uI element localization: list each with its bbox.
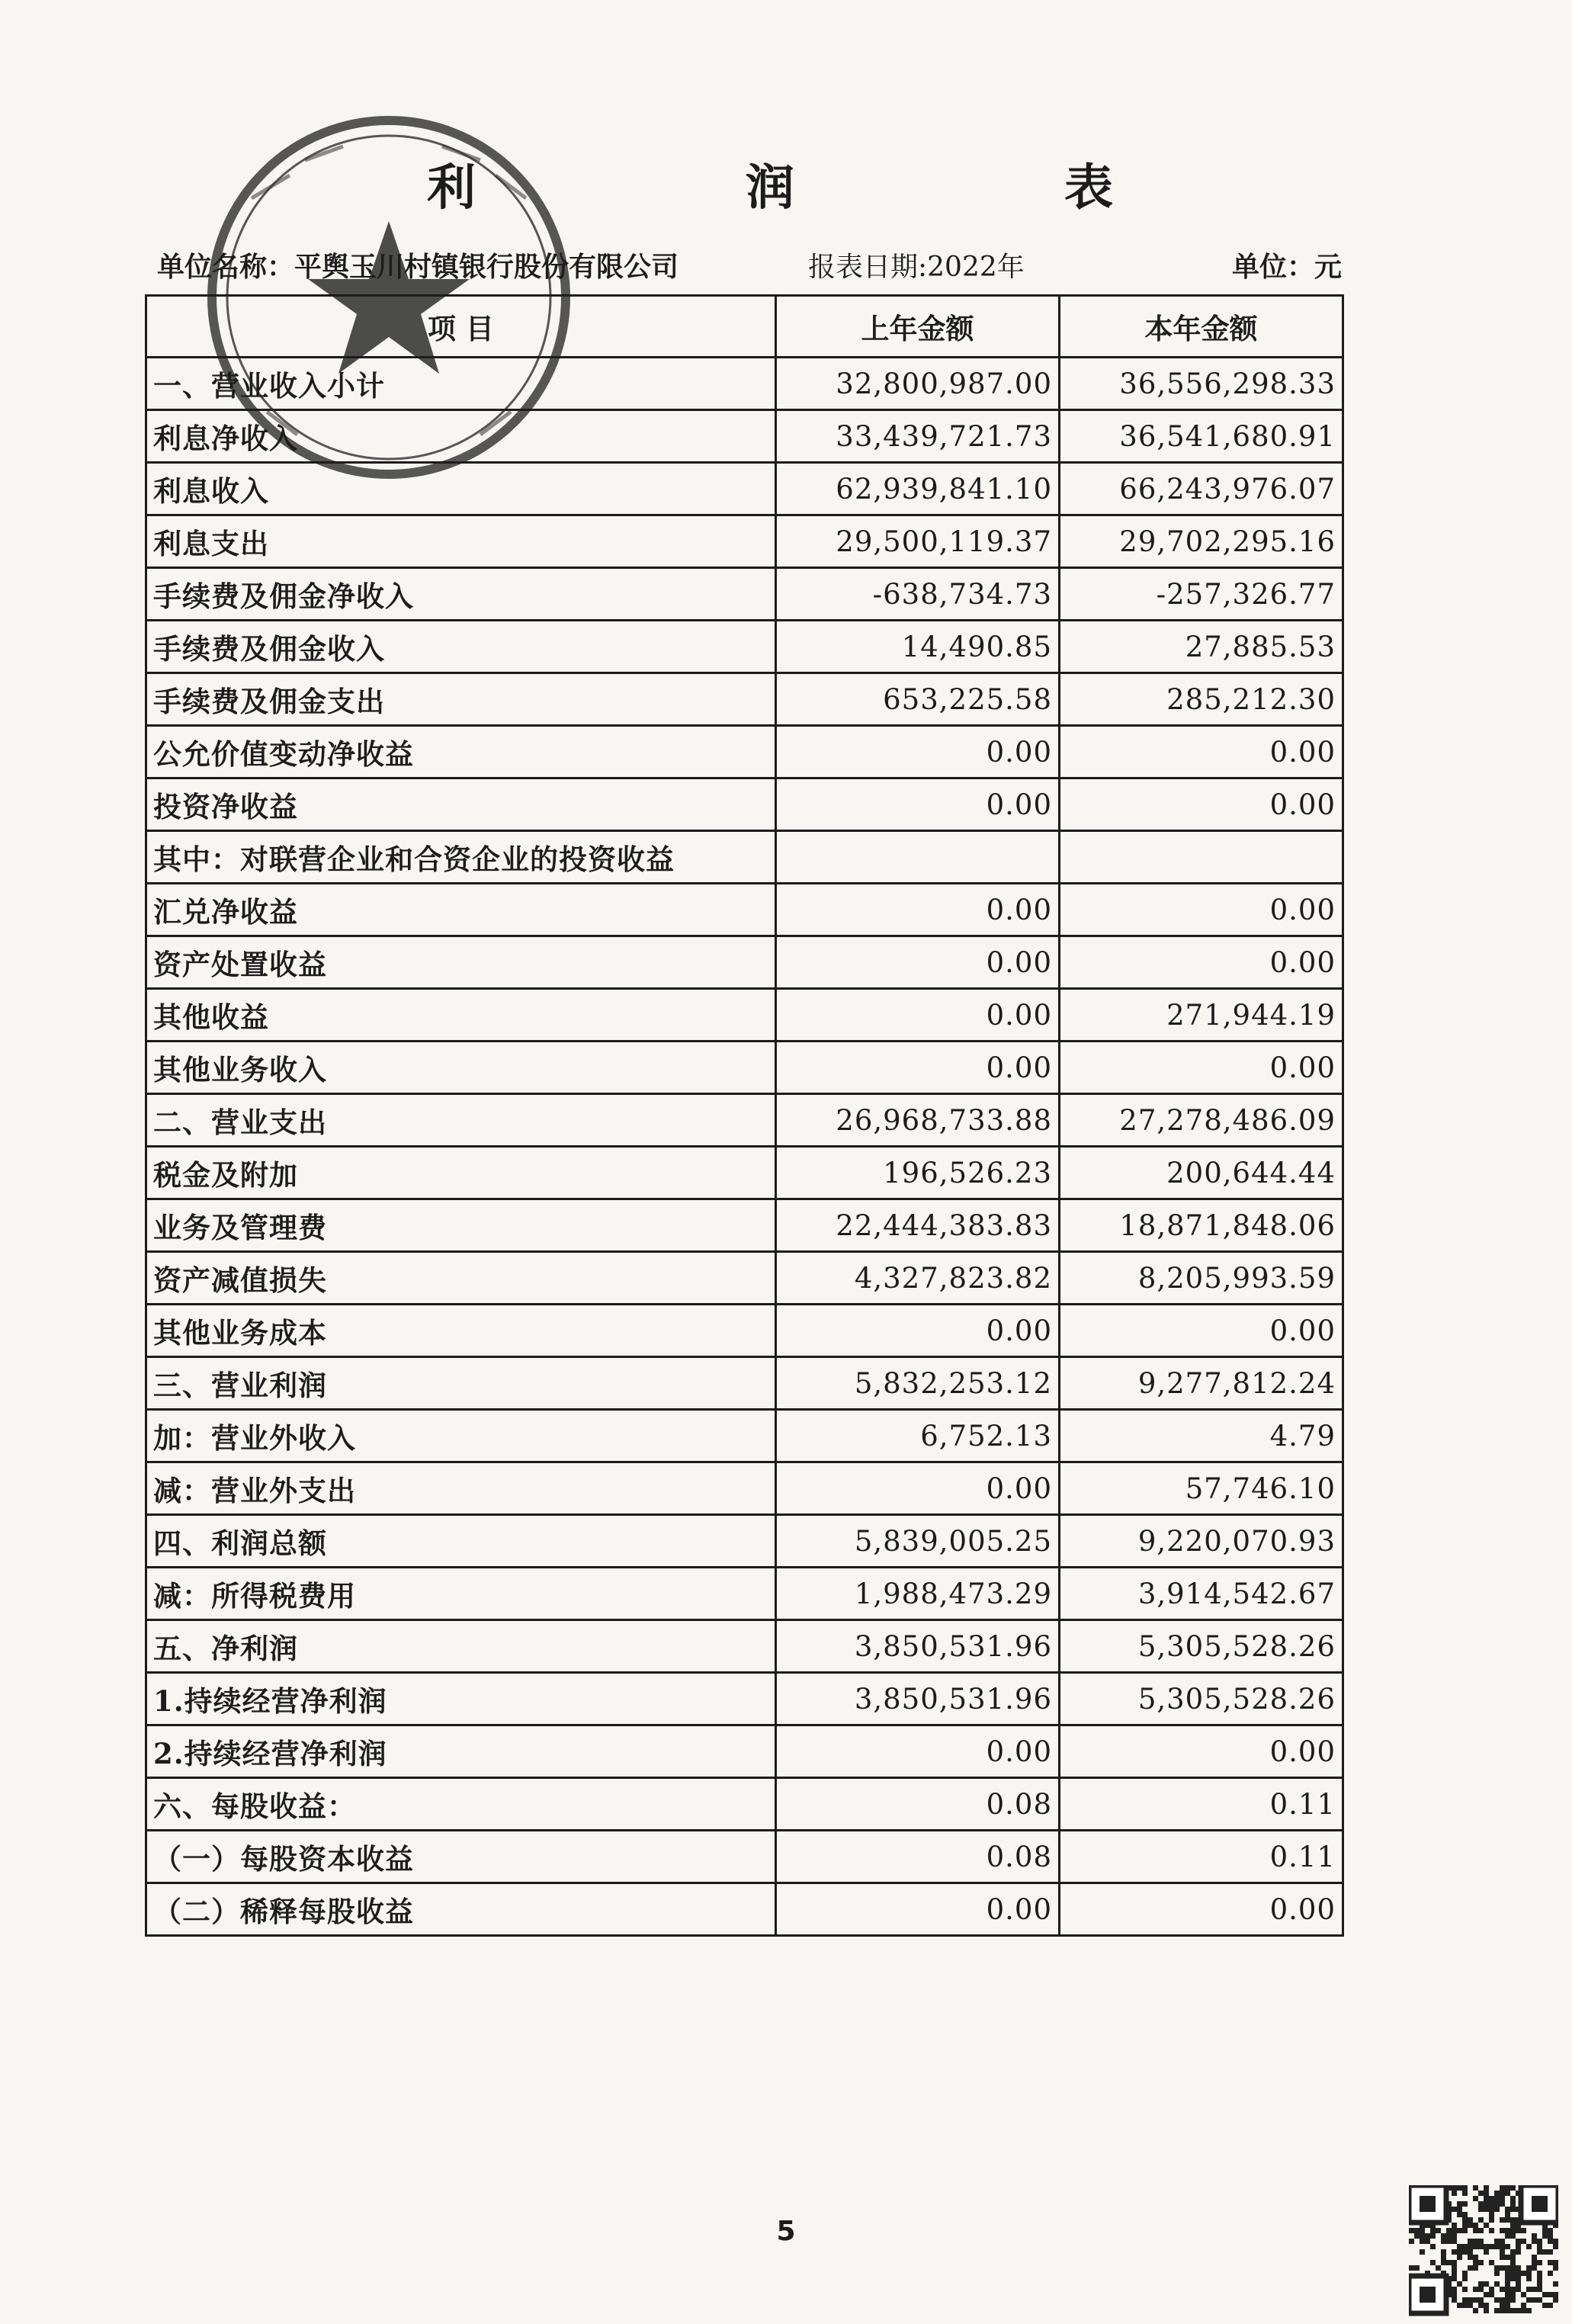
table-row	[146, 1094, 1343, 1147]
row-current-amount: 5,305,528.26	[1060, 1673, 1343, 1725]
row-current-amount: 57,746.10	[1060, 1462, 1343, 1515]
row-item-label: 一、营业收入小计	[146, 358, 776, 410]
row-prior-amount: 0.00	[776, 778, 1060, 831]
row-current-amount: 36,541,680.91	[1060, 410, 1343, 463]
row-item-label: 减：所得税费用	[146, 1568, 776, 1620]
row-prior-amount: -638,734.73	[776, 568, 1060, 621]
row-current-amount: 0.00	[1060, 778, 1343, 831]
table-row	[146, 1883, 1343, 1936]
row-current-amount: 66,243,976.07	[1060, 463, 1343, 515]
row-current-amount: 9,220,070.93	[1060, 1515, 1343, 1568]
row-current-amount: 3,914,542.67	[1060, 1568, 1343, 1620]
row-current-amount	[1060, 831, 1343, 884]
table-row	[146, 410, 1343, 463]
row-item-label: 资产减值损失	[146, 1252, 776, 1305]
row-prior-amount: 32,800,987.00	[776, 358, 1060, 410]
table-row	[146, 726, 1343, 778]
row-prior-amount: 0.00	[776, 726, 1060, 778]
row-current-amount: 0.11	[1060, 1831, 1343, 1883]
row-item-label: 业务及管理费	[146, 1199, 776, 1252]
table-row	[146, 989, 1343, 1042]
table-row	[146, 673, 1343, 726]
row-prior-amount: 29,500,119.37	[776, 515, 1060, 568]
row-prior-amount: 0.00	[776, 884, 1060, 936]
table-row	[146, 1357, 1343, 1410]
row-item-label: 手续费及佣金支出	[146, 673, 776, 726]
row-item-label: 其他业务收入	[146, 1042, 776, 1094]
row-item-label: （一）每股资本收益	[146, 1831, 776, 1883]
table-row	[146, 621, 1343, 673]
row-item-label: 手续费及佣金收入	[146, 621, 776, 673]
row-current-amount: 9,277,812.24	[1060, 1357, 1343, 1410]
row-item-label: 二、营业支出	[146, 1094, 776, 1147]
row-prior-amount: 62,939,841.10	[776, 463, 1060, 515]
row-prior-amount: 5,832,253.12	[776, 1357, 1060, 1410]
table-row	[146, 1252, 1343, 1305]
row-prior-amount: 0.00	[776, 989, 1060, 1042]
table-row	[146, 1831, 1343, 1883]
row-current-amount: 0.00	[1060, 936, 1343, 989]
row-prior-amount: 0.08	[776, 1831, 1060, 1883]
row-item-label: 加：营业外收入	[146, 1410, 776, 1462]
row-prior-amount: 26,968,733.88	[776, 1094, 1060, 1147]
qr-code	[1409, 2185, 1558, 2318]
row-prior-amount: 0.00	[776, 1883, 1060, 1936]
table-row	[146, 1568, 1343, 1620]
row-prior-amount: 3,850,531.96	[776, 1673, 1060, 1725]
row-current-amount: 0.00	[1060, 1305, 1343, 1357]
table-row	[146, 884, 1343, 936]
row-current-amount: 0.00	[1060, 1725, 1343, 1778]
row-current-amount: 18,871,848.06	[1060, 1199, 1343, 1252]
row-prior-amount: 0.00	[776, 1462, 1060, 1515]
row-item-label: 资产处置收益	[146, 936, 776, 989]
header-item: 项 目	[146, 296, 776, 358]
row-prior-amount: 4,327,823.82	[776, 1252, 1060, 1305]
page-number: 5	[776, 2216, 796, 2247]
row-item-label: 汇兑净收益	[146, 884, 776, 936]
row-prior-amount: 33,439,721.73	[776, 410, 1060, 463]
table-row	[146, 1147, 1343, 1199]
row-prior-amount: 5,839,005.25	[776, 1515, 1060, 1568]
row-current-amount: 29,702,295.16	[1060, 515, 1343, 568]
row-prior-amount: 1,988,473.29	[776, 1568, 1060, 1620]
row-current-amount: 27,278,486.09	[1060, 1094, 1343, 1147]
table-row	[146, 936, 1343, 989]
row-item-label: 其中：对联营企业和合资企业的投资收益	[146, 831, 776, 884]
row-item-label: 其他收益	[146, 989, 776, 1042]
table-row	[146, 1410, 1343, 1462]
table-row	[146, 1620, 1343, 1673]
row-item-label: 利息净收入	[146, 410, 776, 463]
row-item-label: 五、净利润	[146, 1620, 776, 1673]
row-current-amount: -257,326.77	[1060, 568, 1343, 621]
table-row	[146, 463, 1343, 515]
row-prior-amount: 14,490.85	[776, 621, 1060, 673]
row-item-label: 三、营业利润	[146, 1357, 776, 1410]
title-char-1: 利	[427, 159, 476, 217]
row-current-amount: 5,305,528.26	[1060, 1620, 1343, 1673]
row-item-label: 税金及附加	[146, 1147, 776, 1199]
row-item-label: （二）稀释每股收益	[146, 1883, 776, 1936]
table-row	[146, 1305, 1343, 1357]
row-item-label: 投资净收益	[146, 778, 776, 831]
row-item-label: 六、每股收益：	[146, 1778, 776, 1831]
row-item-label: 利息支出	[146, 515, 776, 568]
report-date: 报表日期:2022年	[808, 252, 1025, 283]
table-row	[146, 778, 1343, 831]
row-current-amount: 0.00	[1060, 726, 1343, 778]
row-current-amount: 0.00	[1060, 884, 1343, 936]
row-current-amount: 4.79	[1060, 1410, 1343, 1462]
header-prior-year: 上年金额	[776, 296, 1060, 358]
table-body	[146, 358, 1343, 1936]
row-item-label: 利息收入	[146, 463, 776, 515]
row-item-label: 1.持续经营净利润	[146, 1673, 776, 1725]
row-prior-amount	[776, 831, 1060, 884]
row-item-label: 2.持续经营净利润	[146, 1725, 776, 1778]
currency-unit: 单位：元	[1231, 251, 1342, 283]
row-current-amount: 8,205,993.59	[1060, 1252, 1343, 1305]
row-current-amount: 27,885.53	[1060, 621, 1343, 673]
table-row	[146, 1515, 1343, 1568]
row-prior-amount: 0.00	[776, 1725, 1060, 1778]
table-row	[146, 358, 1343, 410]
title-char-2: 润	[746, 159, 794, 217]
row-prior-amount: 0.00	[776, 1305, 1060, 1357]
row-item-label: 公允价值变动净收益	[146, 726, 776, 778]
row-item-label: 其他业务成本	[146, 1305, 776, 1357]
table-row	[146, 1725, 1343, 1778]
title-char-3: 表	[1064, 159, 1113, 217]
row-prior-amount: 3,850,531.96	[776, 1620, 1060, 1673]
row-prior-amount: 0.00	[776, 936, 1060, 989]
row-current-amount: 0.00	[1060, 1042, 1343, 1094]
table-row	[146, 1199, 1343, 1252]
row-item-label: 减：营业外支出	[146, 1462, 776, 1515]
income-statement-table	[145, 294, 1344, 1937]
row-current-amount: 36,556,298.33	[1060, 358, 1343, 410]
row-prior-amount: 0.00	[776, 1042, 1060, 1094]
row-prior-amount: 653,225.58	[776, 673, 1060, 726]
row-prior-amount: 196,526.23	[776, 1147, 1060, 1199]
table-header-row	[146, 296, 1343, 358]
table-row	[146, 1778, 1343, 1831]
table-row	[146, 1462, 1343, 1515]
page-title	[427, 149, 1113, 218]
table-row	[146, 568, 1343, 621]
row-current-amount: 285,212.30	[1060, 673, 1343, 726]
row-item-label: 手续费及佣金净收入	[146, 568, 776, 621]
row-prior-amount: 6,752.13	[776, 1410, 1060, 1462]
row-current-amount: 0.00	[1060, 1883, 1343, 1936]
unit-name: 单位名称：平舆玉川村镇银行股份有限公司	[157, 251, 679, 283]
table-row	[146, 1673, 1343, 1725]
header-current-year: 本年金额	[1060, 296, 1343, 358]
row-current-amount: 200,644.44	[1060, 1147, 1343, 1199]
row-item-label: 四、利润总额	[146, 1515, 776, 1568]
table-row	[146, 831, 1343, 884]
row-current-amount: 0.11	[1060, 1778, 1343, 1831]
row-prior-amount: 0.08	[776, 1778, 1060, 1831]
row-prior-amount: 22,444,383.83	[776, 1199, 1060, 1252]
row-current-amount: 271,944.19	[1060, 989, 1343, 1042]
table-row	[146, 1042, 1343, 1094]
table-row	[146, 515, 1343, 568]
